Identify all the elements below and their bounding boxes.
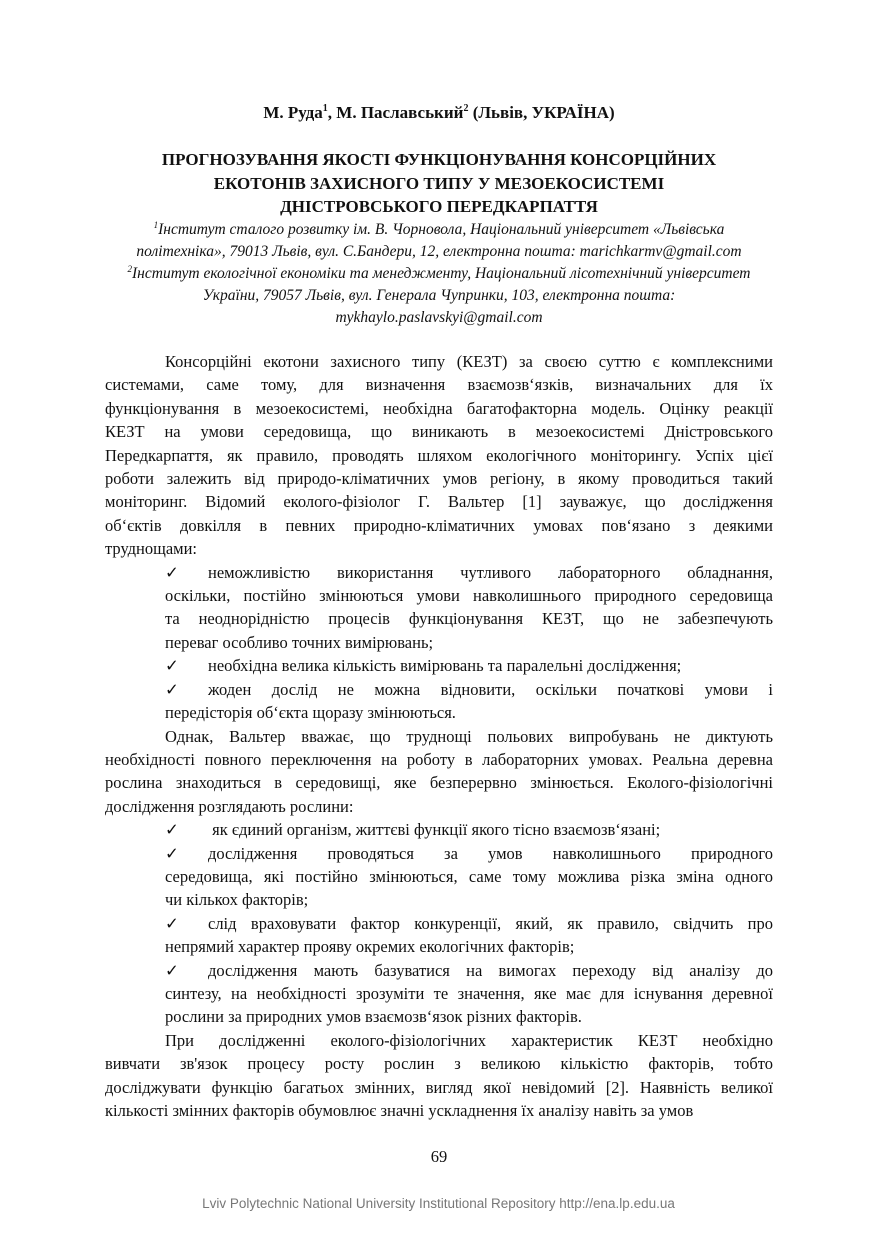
- checklist-item: [165, 678, 773, 725]
- text-line: [165, 959, 773, 982]
- line-text: середовища, які постійно змінюються, саме тому можлива різка зміна одного: [165, 866, 773, 886]
- author-1: М. Руда: [263, 103, 323, 122]
- text-line: [105, 350, 773, 373]
- line-text: Передкарпаття, як правило, проводять шляхом екологічного моніторингу. Успіх цієї: [105, 445, 773, 465]
- affiliation-line: [105, 285, 773, 307]
- check-icon: ✓: [165, 843, 179, 863]
- line-text: слід враховувати фактор конкуренції, який, як правило, свідчить про: [208, 913, 773, 933]
- line-text: непрямий характер прояву окремих екологічних факторів;: [165, 937, 575, 957]
- text-line: [165, 912, 773, 935]
- line-text: переваг особливо точних вимірювань;: [165, 632, 434, 652]
- text-line: [105, 725, 773, 748]
- paragraph: [105, 350, 773, 561]
- text-line: [165, 888, 773, 911]
- body-text: [105, 350, 773, 1122]
- line-text: дослідження розглядають рослини:: [105, 796, 354, 816]
- line-text: При дослідженні еколого-фізіологічних характеристик КЕЗТ необхідно: [165, 1030, 773, 1050]
- check-icon: ✓: [165, 913, 179, 933]
- line-text: труднощами:: [105, 539, 198, 559]
- affiliations: [105, 219, 773, 329]
- line-text: кількості змінних факторів обумовлює значні ускладнення їх аналізу навіть за умов: [105, 1101, 694, 1120]
- line-text: роботи залежить від природо-кліматичних умов регіону, в якому проводиться такий: [105, 469, 773, 489]
- text-line: [165, 631, 773, 654]
- text-line: [105, 1076, 773, 1099]
- text-line: [105, 420, 773, 443]
- line-text: оскільки, постійно змінюються умови навколишнього природного середовища: [165, 586, 773, 606]
- location: (Львів, УКРАЇНА): [468, 103, 615, 122]
- title-line: ДНІСТРОВСЬКОГО ПЕРЕДКАРПАТТЯ: [280, 197, 598, 216]
- checklist-item: [165, 654, 773, 677]
- affiliation-line: [105, 263, 773, 285]
- text-line: [165, 561, 773, 584]
- affiliation-text: Інститут екологічної економіки та менеджменту, Національний лісотехнічний університет: [132, 265, 751, 282]
- line-text: досліджувати функцію багатьох змінних, вигляд якої невідомий [2]. Наявність великої: [105, 1077, 773, 1097]
- line-text: об‘єктів довкілля в певних природно-кліматичних умовах пов‘язано з деякими: [105, 515, 773, 535]
- line-text: КЕЗТ на умови середовища, що виникають в мезоекосистемі Дністровського: [105, 422, 773, 442]
- line-text: неможливістю використання чутливого лабораторного обладнання,: [208, 562, 773, 582]
- text-line: [105, 537, 773, 560]
- line-text: як єдиний організм, життєві функції якого тісно взаємозв‘язані;: [208, 820, 661, 840]
- text-line: [105, 771, 773, 794]
- line-text: вивчати зв'язок процесу росту рослин з великою кількістю факторів, тобто: [105, 1054, 773, 1074]
- affiliation-mark: 1: [153, 220, 159, 230]
- line-text: необхідності повного переключення на роботу в лабораторних умовах. Реальна деревна: [105, 749, 773, 769]
- checklist-item: [165, 842, 773, 912]
- line-text: Однак, Вальтер вважає, що труднощі польових випробувань не диктують: [165, 726, 773, 746]
- repository-footer: Lviv Polytechnic National University Institutional Repository http://ena.lp.edu.ua: [202, 1196, 675, 1211]
- affiliation-line: [105, 219, 773, 241]
- author-separator: ,: [327, 103, 337, 122]
- affiliation-line: [105, 307, 773, 329]
- text-line: [105, 373, 773, 396]
- line-text: синтезу, на необхідності зрозуміти те значення, яке має для існування деревної: [165, 983, 773, 1003]
- text-line: [105, 444, 773, 467]
- author-2: М. Паславський: [336, 103, 464, 122]
- text-line: [165, 842, 773, 865]
- text-line: [165, 607, 773, 630]
- line-text: чи кількох факторів;: [165, 890, 309, 910]
- check-icon: ✓: [165, 656, 179, 676]
- text-line: [105, 1029, 773, 1052]
- line-text: моніторинг. Відомий еколого-фізіолог Г. Вальтер [1] зауважує, що дослідження: [105, 492, 773, 512]
- text-line: [165, 935, 773, 958]
- text-line: [165, 818, 773, 841]
- line-text: дослідження мають базуватися на вимогах переходу від аналізу до: [208, 960, 773, 980]
- line-text: функціонування в мезоекосистемі, необхідна багатофакторна модель. Оцінку реакції: [105, 398, 773, 418]
- author-2-affiliation-mark: 2: [463, 103, 469, 114]
- text-line: [165, 654, 773, 677]
- text-line: [105, 1052, 773, 1075]
- title-line: ПРОГНОЗУВАННЯ ЯКОСТІ ФУНКЦІОНУВАННЯ КОНСОРЦІЙНИХ: [161, 150, 717, 169]
- text-line: [165, 678, 773, 701]
- line-text: рослина знаходиться в середовищі, яке безперервно змінюється. Еколого-фізіологічні: [105, 773, 773, 793]
- line-text: жоден дослід не можна відновити, оскільки початкові умови і: [208, 679, 773, 699]
- checklist-item: [165, 959, 773, 1029]
- line-text: передісторія об‘єкта щоразу змінюються.: [165, 703, 456, 723]
- affiliation-text: Інститут сталого розвитку ім. В. Чорновола, Національний університет «Львівська: [158, 221, 725, 238]
- line-text: рослини за природних умов взаємозв‘язок різних факторів.: [165, 1007, 582, 1027]
- paragraph: [105, 725, 773, 819]
- affiliation-text: mykhaylo.paslavskyi@gmail.com: [335, 309, 543, 326]
- check-icon: ✓: [165, 820, 179, 840]
- check-icon: ✓: [165, 562, 179, 582]
- text-line: [165, 1005, 773, 1028]
- line-text: дослідження проводяться за умов навколишнього природного: [208, 843, 773, 863]
- text-line: [105, 490, 773, 513]
- check-icon: ✓: [165, 679, 179, 699]
- author-1-affiliation-mark: 1: [322, 103, 328, 114]
- text-line: [105, 748, 773, 771]
- authors-line: [105, 101, 773, 125]
- paper-title: [105, 148, 773, 219]
- affiliation-line: [105, 241, 773, 263]
- line-text: та неоднорідністю процесів функціонування КЕЗТ, що не забезпечують: [165, 609, 773, 629]
- text-line: [165, 701, 773, 724]
- line-text: Консорційні екотони захисного типу (КЕЗТ) за своєю суттю є комплексними: [165, 352, 773, 371]
- affiliation-text: політехніка», 79013 Львів, вул. С.Бандери, 12, електронна пошта: marichkarmv@gmail.com: [136, 243, 742, 260]
- checklist-item: [165, 818, 773, 841]
- page-number: 69: [430, 1147, 448, 1166]
- line-text: системами, саме тому, для визначення взаємозв‘язків, визначальних для їх: [105, 375, 773, 395]
- line-text: необхідна велика кількість вимірювань та паралельні дослідження;: [208, 656, 682, 676]
- title-line: ЕКОТОНІВ ЗАХИСНОГО ТИПУ У МЕЗОЕКОСИСТЕМІ: [213, 173, 665, 193]
- text-line: [105, 795, 773, 818]
- text-line: [105, 1099, 773, 1122]
- text-line: [105, 514, 773, 537]
- checklist-item: [165, 561, 773, 655]
- affiliation-mark: 2: [127, 264, 133, 274]
- text-line: [165, 982, 773, 1005]
- affiliation-text: України, 79057 Львів, вул. Генерала Чупринки, 103, електронна пошта:: [202, 287, 676, 304]
- text-line: [165, 584, 773, 607]
- text-line: [105, 397, 773, 420]
- check-icon: ✓: [165, 960, 179, 980]
- paragraph: [105, 1029, 773, 1123]
- checklist-item: [165, 912, 773, 959]
- text-line: [165, 865, 773, 888]
- text-line: [105, 467, 773, 490]
